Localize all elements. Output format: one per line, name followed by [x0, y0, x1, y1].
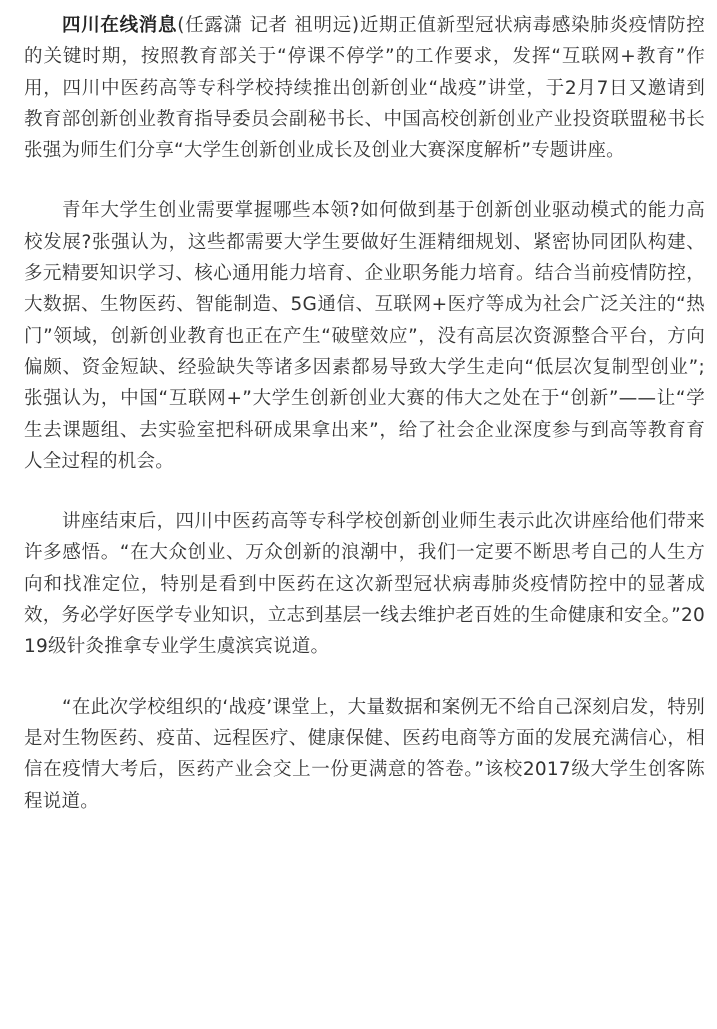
article-paragraph-3: 讲座结束后，四川中医药高等专科学校创新创业师生表示此次讲座给他们带来许多感悟。“在大众创业、万众创新的浪潮中，我们一定要不断思考自己的人生方向和找准定位，特别是看到中医药在这次新型冠状病毒肺炎疫情防控中的显著成效，务必学好医学专业知识，立志到基层一线去维护老百姓的生命健康和安全。”2019级针灸推拿专业学生虞滨宾说道。 — [24, 511, 705, 658]
article-paragraph-2: 青年大学生创业需要掌握哪些本领?如何做到基于创新创业驱动模式的能力高校发展?张强认为，这些都需要大学生要做好生涯精细规划、紧密协同团队构建、多元精要知识学习、核心通用能力培育、企业职务能力培育。结合当前疫情防控，大数据、生物医药、智能制造、5G通信、互联网+医疗等成为社会广泛关注的“热门”领域，创新创业教育也正在产生“破壁效应”，没有高层次资源整合平台，方向偏颇、资金短缺、经验缺失等诸多因素都易导致大学生走向“低层次复制型创业”;张强认为，中国“互联网+”大学生创新创业大赛的伟大之处在于“创新”——让“学生去课题组、去实验室把科研成果拿出来”，给了社会企业深度参与到高等教育育人全过程的机会。 — [24, 200, 705, 472]
lead-source: 四川在线消息 — [62, 15, 178, 36]
article-paragraph-4: “在此次学校组织的‘战疫’课堂上，大量数据和案例无不给自己深刻启发，特别是对生物医药、疫苗、远程医疗、健康保健、医药电商等方面的发展充满信心，相信在疫情大考后，医药产业会交上一份更满意的答卷。”该校2017级大学生创客陈程说道。 — [24, 696, 705, 812]
paragraph-1-text: (任露潇 记者 祖明远)近期正值新型冠状病毒感染肺炎疫情防控的关键时期，按照教育部关于“停课不停学”的工作要求，发挥“互联网+教育”作用，四川中医药高等专科学校持续推出创新创业“战疫”讲堂，于2月7日又邀请到教育部创新创业教育指导委员会副秘书长、中国高校创新创业产业投资联盟秘书长张强为师生们分享“大学生创新创业成长及创业大赛深度解析”专题讲座。 — [24, 15, 705, 162]
article-paragraph-1 — [24, 10, 705, 166]
